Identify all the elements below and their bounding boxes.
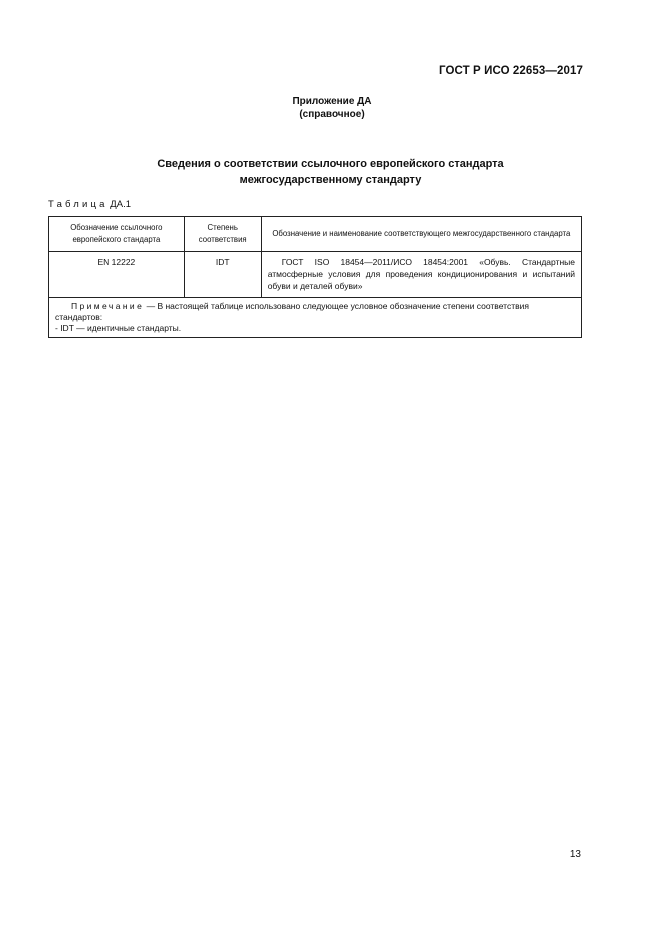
- table-label: [48, 199, 131, 210]
- header-degree: Степень соответствия: [184, 217, 261, 252]
- correspondence-table: [48, 216, 582, 338]
- header-reference-standard: Обозначение ссылочного европейского стандарта: [49, 217, 185, 252]
- table-row: [49, 252, 582, 298]
- section-title-line1: Сведения о соответствии ссылочного европейского стандарта: [157, 158, 504, 170]
- note-head: Примечание: [71, 301, 145, 311]
- table-label-number: ДА.1: [110, 199, 131, 210]
- appendix-title: Приложение ДА: [292, 96, 372, 107]
- header-interstate-standard: Обозначение и наименование соответствующего межгосударственного стандарта: [261, 217, 581, 252]
- document-code: ГОСТ Р ИСО 22653—2017: [438, 65, 583, 77]
- page-number: 13: [569, 849, 581, 860]
- table-header-row: [49, 217, 582, 252]
- table-note: [49, 298, 582, 338]
- appendix-subtitle: (справочное): [299, 109, 365, 120]
- cell-degree: IDT: [184, 252, 261, 298]
- note-text: В настоящей таблице использовано следующее условное обозначение степени соответствия стандартов:: [55, 301, 529, 322]
- table-label-prefix: Таблица: [48, 199, 108, 210]
- note-item: - IDT — идентичные стандарты.: [55, 323, 182, 333]
- cell-interstate-standard: ГОСТ ISO 18454—2011/ИСО 18454:2001 «Обувь. Стандартные атмосферные условия для проведения кондиционирования и испытаний обуви и деталей обуви»: [261, 252, 581, 298]
- table-note-row: [49, 298, 582, 338]
- cell-reference-standard: EN 12222: [49, 252, 185, 298]
- section-title-line2: межгосударственному стандарту: [239, 174, 422, 186]
- section-title: [0, 156, 661, 188]
- appendix-heading: [0, 95, 661, 121]
- note-dash: —: [146, 301, 156, 311]
